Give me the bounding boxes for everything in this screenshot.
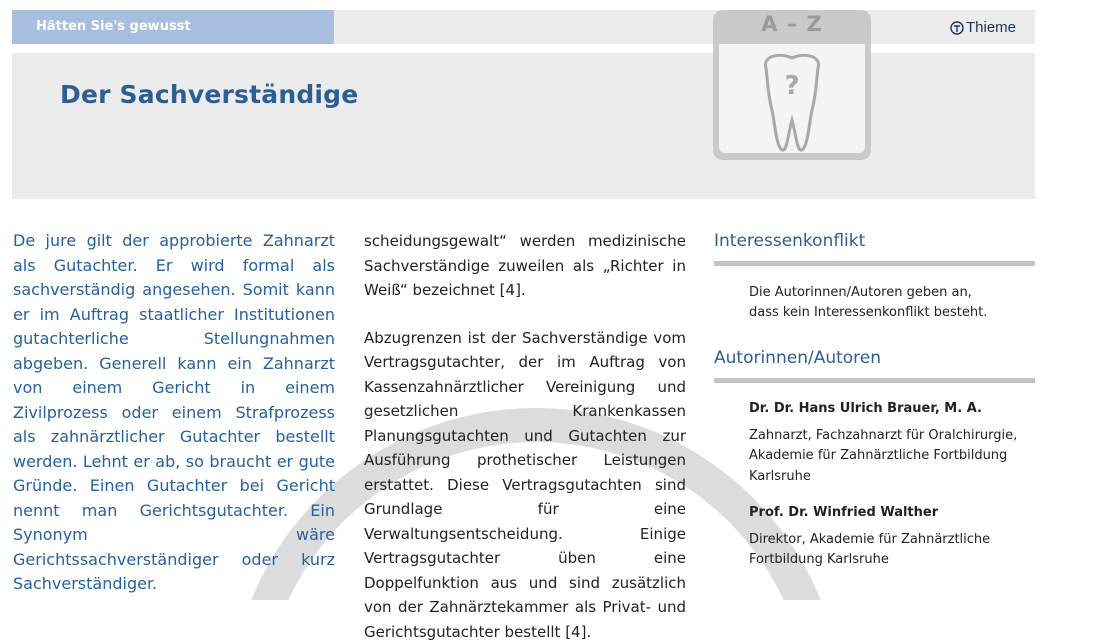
body-column [364,229,686,644]
author-name: Dr. Dr. Hans Ulrich Brauer, M. A. [749,401,982,416]
category-tag: Hätten Sie's gewusst [12,10,334,44]
conflict-line: dass kein Interessenkonflikt besteht. [749,303,1039,324]
author-affiliation: Karlsruhe [749,467,1039,488]
intro-paragraph: De jure gilt der approbierte Zahnarzt als Gutachter. Er wird formal als sachverständig angesehen. Somit kann er im Auftrag staatlicher Institutionen gutachterliche Stellungnahmen abgeben. Generell kann ein Zahnarzt von einem Gericht in einem Zivilprozess oder einem Strafprozess als zahnärztlicher Gutachter bestellt werden. Lehnt er ab, so braucht er gute Gründe. Einen Gutachter bei Gericht nennt man Gerichtsgutachter. Ein Synonym wäre Gerichtssachverständiger oder kurz Sachverständiger. [13,229,335,597]
page-title: Der Sachverständige [60,80,358,109]
authors-heading: Autorinnen/Autoren [714,348,881,368]
body-paragraph: Abzugrenzen ist der Sachverständige vom Vertragsgutachter, der im Auftrag von Kassenzahnärztlicher Vereinigung und gesetzlichen Krankenkassen Planungsgutachten und Gutachten zur Ausführung prothetischer Leistungen erstattet. Diese Vertragsgutachten sind Grundlage für eine Verwaltungsentscheidung. Einige Vertragsgutachter üben eine Doppelfunktion aus und sind zusätzlich von der Zahnärztekammer als Privat- und Gerichtsgutachter bestellt [4]. [364,326,686,644]
svg-text:?: ? [784,71,799,101]
publisher-logo [950,19,1016,36]
publisher-name: Thieme [966,19,1016,36]
header-panel [12,53,1035,199]
conflict-divider [714,261,1035,266]
conflict-line: Die Autorinnen/Autoren geben an, [749,283,1039,304]
tooth-question-icon [752,50,832,154]
author-affiliation: Fortbildung Karlsruhe [749,550,1039,571]
az-label: A – Z [713,12,871,36]
authors-divider [714,378,1035,383]
author-affiliation: Akademie für Zahnärztliche Fortbildung [749,446,1039,467]
conflict-heading: Interessenkonflikt [714,231,865,251]
author-affiliation: Direktor, Akademie für Zahnärztliche [749,530,1039,551]
author-name: Prof. Dr. Winfried Walther [749,505,938,520]
body-paragraph: scheidungsgewalt“ werden medizinische Sachverständige zuweilen als „Richter in Weiß“ bezeichnet [4]. [364,229,686,303]
author-affiliation: Zahnarzt, Fachzahnarzt für Oralchirurgie, [749,426,1039,447]
thieme-logo-icon [950,21,964,35]
